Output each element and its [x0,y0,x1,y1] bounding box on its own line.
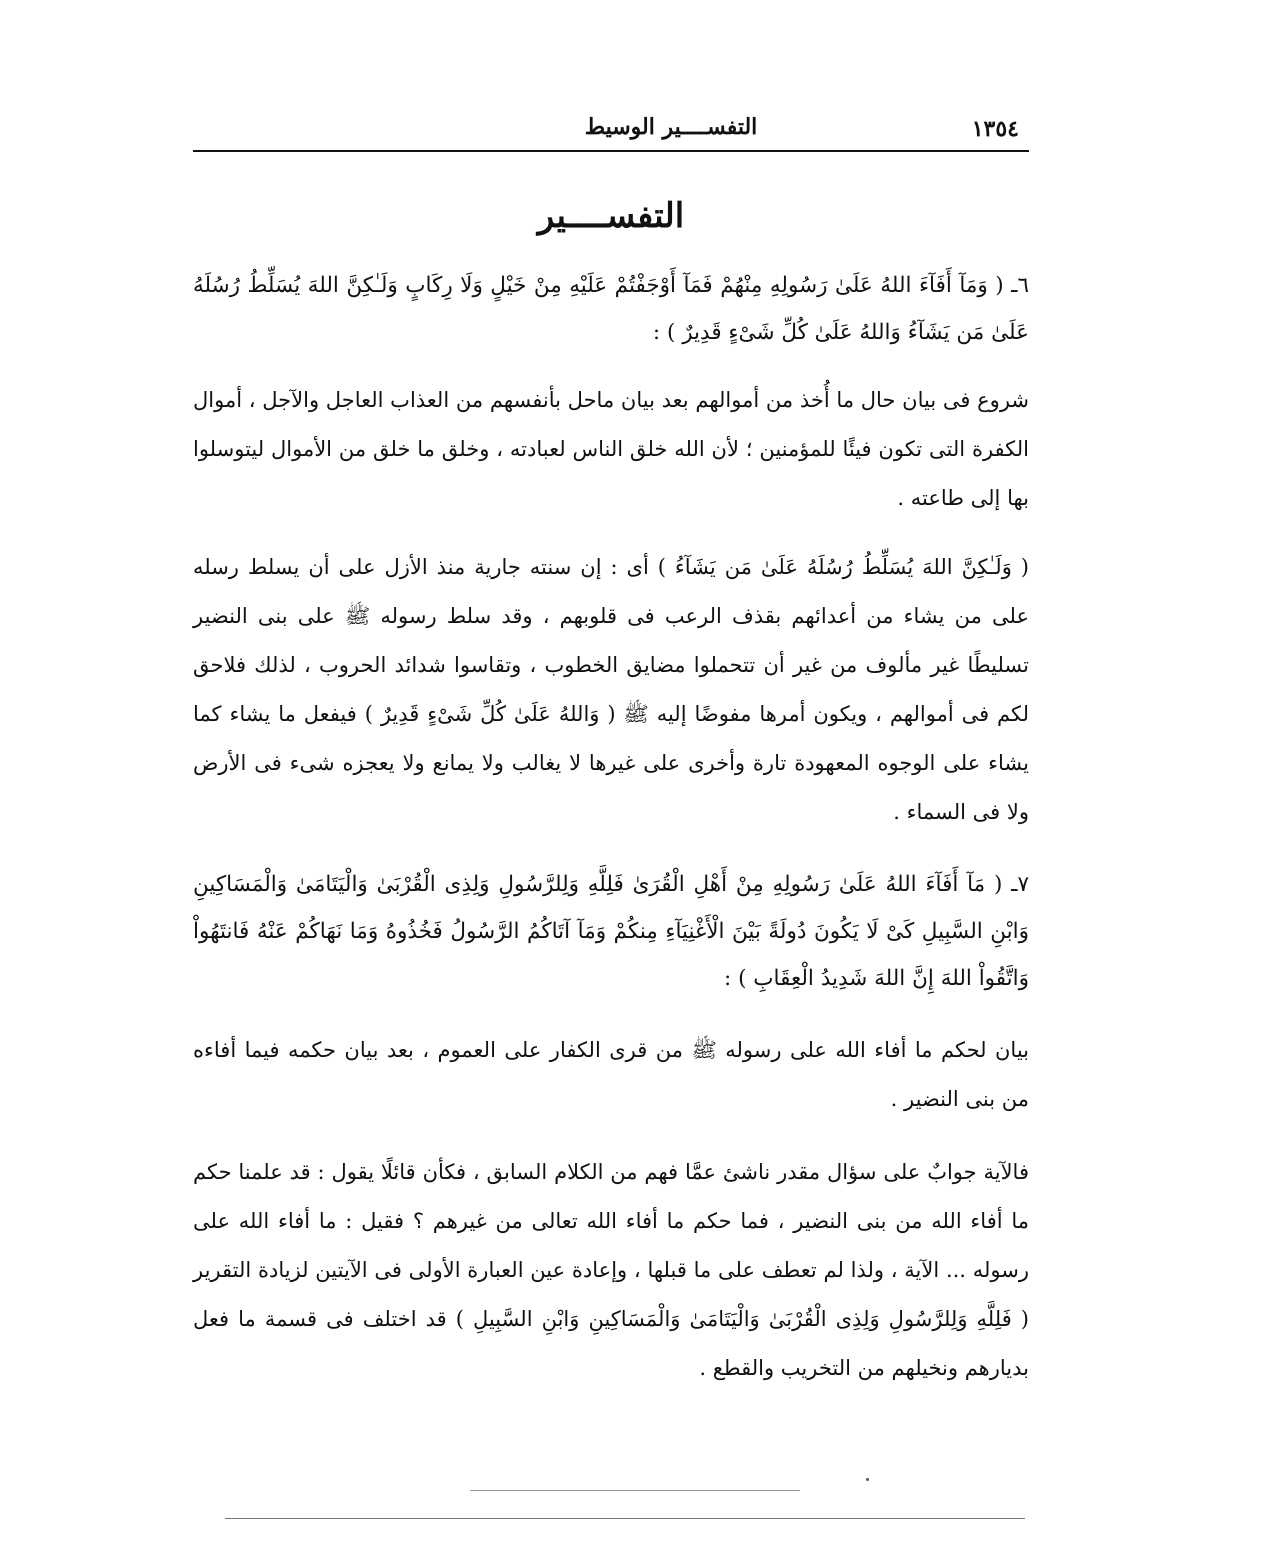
paragraph-3: بيان لحكم ما أفاء الله على رسوله ﷺ من قرى الكفار على العموم ، بعد بيان حكمه فيما أفاءه من بنى النضير . [193,1038,1029,1111]
paragraph-2: ( وَلَـٰكِنَّ اللهَ يُسَلِّطُ رُسُلَهُ عَلَىٰ مَن يَشَآءُ ) أى : إن سنته جارية منذ الأزل على أن يسلط رسله على من يشاء من أعدائهم بقذف الرعب فى قلوبهم ، وقد سلط رسوله ﷺ على بنى النضير تسليطًا غير مألوف من غير أن تتحملوا مضايق الخطوب ، وتقاسوا شدائد الحروب ، لذلك فلاحق لكم فى أموالهم ، ويكون أمرها مفوضًا إليه ﷺ ( وَاللهُ عَلَىٰ كُلِّ شَىْءٍ قَدِيرٌ ) فيفعل ما يشاء كما يشاء على الوجوه المعهودة تارة وأخرى على غيرها لا يغالب ولا يمانع ولا يعجزه شىء فى الأرض ولا فى السماء . [193,555,1029,824]
footer-rule [225,1518,1025,1519]
paragraph-4: فالآية جوابٌ على سؤال مقدر ناشئ عمَّا فهم من الكلام السابق ، فكأن قائلًا يقول : قد علمنا حكم ما أفاء الله من بنى النضير ، فما حكم ما أفاء الله تعالى من غيرهم ؟ فقيل : ما أفاء الله على رسوله ... الآية ، ولذا لم تعطف على ما قبلها ، وإعادة عين العبارة الأولى فى الآيتين لزيادة التقرير ( فَلِلَّهِ وَلِلرَّسُولِ وَلِذِى الْقُرْبَىٰ وَالْيَتَامَىٰ وَالْمَسَاكِينِ وَابْنِ السَّبِيلِ ) قد اختلف فى قسمة ما فعل بديارهم ونخيلهم من التخريب والقطع . [193,1160,1029,1380]
footer-dot [866,1478,869,1481]
verse-6: ٦ـ ( وَمَآ أَفَآءَ اللهُ عَلَىٰ رَسُولِهِ مِنْهُمْ فَمَآ أَوْجَفْتُمْ عَلَيْهِ مِنْ خَيْلٍ وَلَا رِكَابٍ وَلَـٰكِنَّ اللهَ يُسَلِّطُ رُسُلَهُ عَلَىٰ مَن يَشَآءُ وَاللهُ عَلَىٰ كُلِّ شَىْءٍ قَدِيرٌ ) : [193,273,1029,345]
running-title: التفســــير الوسيط [584,114,758,140]
page-header [193,110,1029,152]
footer-rule-short [470,1490,800,1491]
book-page [193,110,1029,1393]
page-number: ١٣٥٤ [971,116,1019,142]
paragraph-1: شروع فى بيان حال ما أُخذ من أموالهم بعد بيان ماحل بأنفسهم من العذاب العاجل والآجل ، أموال الكفرة التى تكون فيئًا للمؤمنين ؛ لأن الله خلق الناس لعبادته ، وخلق ما خلق من الأموال ليتوسلوا بها إلى طاعته . [193,388,1029,510]
section-title: التفســــير [537,196,685,236]
verse-7: ٧ـ ( مَآ أَفَآءَ اللهُ عَلَىٰ رَسُولِهِ مِنْ أَهْلِ الْقُرَىٰ فَلِلَّهِ وَلِلرَّسُولِ وَلِذِى الْقُرْبَىٰ وَالْيَتَامَىٰ وَالْمَسَاكِينِ وَابْنِ السَّبِيلِ كَىْ لَا يَكُونَ دُولَةً بَيْنَ الْأَغْنِيَآءِ مِنكُمْ وَمَآ آتَاكُمُ الرَّسُولُ فَخُذُوهُ وَمَا نَهَاكُمْ عَنْهُ فَانتَهُواْ وَاتَّقُواْ اللهَ إِنَّ اللهَ شَدِيدُ الْعِقَابِ ) : [193,872,1029,991]
